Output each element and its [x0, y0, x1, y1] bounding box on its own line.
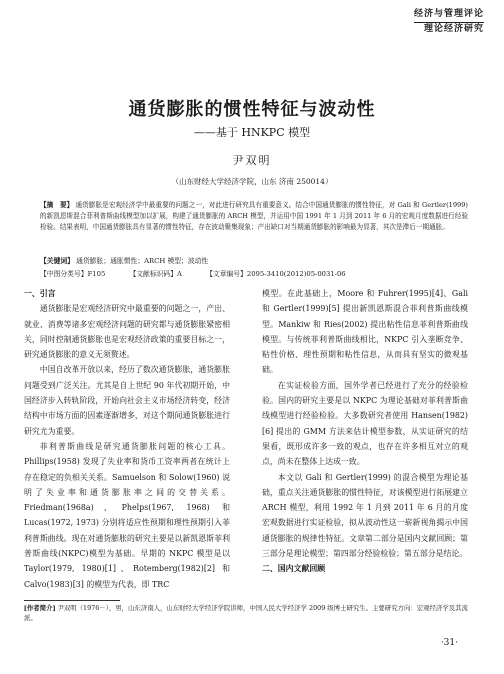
- paper-subtitle: ——基于 HNKPC 模型: [193, 126, 311, 139]
- article-number: 【文章编号】2095-3410(2012)05-0031-06: [206, 270, 346, 278]
- journal-section-tag: [414, 8, 484, 35]
- section-name: 理论经济研究: [423, 24, 484, 34]
- section-heading: 二、国内文献回顾: [262, 564, 326, 574]
- abstract: [40, 200, 468, 234]
- abstract-label: 【摘 要】: [40, 201, 74, 209]
- body-paragraph: 本文以 Gali 和 Gertler(1999) 的混合模型为理论基础，重点关注通货膨胀的惯性特征，对该模型进行拓展建立 ARCH 模型，利用 1992 年 1 月到 2011 年 6 月的月度宏观数据进行实证检验，拟从波动性这一崭新视角揭示中国通货膨胀的规律性特征。文章第二部分是国内文献回顾；第三部分是理论模型；第四部分经验检验；第五部分是结论。: [262, 472, 468, 559]
- keywords-label: 【关键词】: [40, 257, 74, 265]
- body-paragraph: 菲利普斯曲线是研究通货膨胀问题的核心工具。Phillips(1958) 发现了失业率和货币工资率两者在统计上存在稳定的负相关关系。Samuelson 和 Solow(1960) 说明了失业率和通货膨胀率之间的交替关系。Friedman(1968a)、Phelps(1967, 1968) 和 Lucas(1972, 1973) 分别将适应性预期和理性预期引入菲利普斯曲线。现在对通货膨胀的研究主要是以新凯恩斯菲利普斯曲线(NKPC)模型为基础。早期的 NKPC 模型是以 Taylor(1979, 1980)[1]、Rotemberg(1982)[2] 和 Calvo(1983)[3] 的模型为代表，即 TRC: [24, 441, 230, 589]
- author-name: 尹双明: [232, 154, 272, 167]
- section-heading: 一、引言: [24, 289, 56, 298]
- classification-line: [40, 269, 480, 280]
- body-paragraph: 通货膨胀是宏观经济研究中最重要的问题之一，产出、就业、消费等诸多宏观经济问题的研究都与通货膨胀紧密相关，同时控制通货膨胀也是宏观经济政策的重要目标之一，研究通货膨胀的意义无须赘述。: [24, 304, 230, 360]
- clc-number: 【中图分类号】F105: [40, 270, 106, 278]
- author-affiliation: （山东财经大学经济学院，山东 济南 250014）: [171, 177, 333, 186]
- footnote-rule: [24, 600, 120, 601]
- document-code: 【文献标识码】A: [129, 270, 182, 278]
- journal-name: 经济与管理评论: [413, 9, 484, 19]
- keywords: [40, 256, 468, 267]
- body-paragraph: 中国自改革开放以来，经历了数次通货膨胀，通货膨胀问题受到广泛关注。尤其是自上世纪 90 年代初期开始，中国经济步入转轨阶段，开始向社会主义市场经济转变，经济结构中市场方面的因素逐渐增多，对这个期间通货膨胀进行研究尤为重要。: [24, 365, 230, 436]
- right-column: [262, 286, 468, 577]
- keywords-text: 通货膨胀；通胀惯性；ARCH 模型；波动性: [76, 257, 209, 265]
- paper-title: 通货膨胀的惯性特征与波动性: [128, 99, 376, 120]
- footnote-text: 尹双明（1976－），男，山东济南人，山东财经大学经济学院讲师，中国人民大学经济学 2009 级博士研究生。主要研究方向：宏观经济学及其流派。: [24, 604, 468, 622]
- footnote-label: [作者简介]: [24, 604, 56, 612]
- abstract-text: 通货膨胀是宏观经济学中最重要的问题之一，对此进行研究具有重要意义。结合中国通货膨胀的惯性特征，对 Gali 和 Gertler(1999) 的新凯恩斯混合菲利普斯曲线模型加以扩展，构建了通货膨胀的 ARCH 模型，并运用中国 1991 年 1 月到 2011 年 6 月的宏观月度数据进行经验检验。结果表明，中国通货膨胀具有显著的惯性特征，存在波动聚集现象；产出缺口对当期通货膨胀的影响最为显著，其次是滞后一期通胀。: [40, 201, 468, 232]
- author-footnote: [24, 603, 480, 623]
- page-number: ·31·: [440, 638, 458, 648]
- body-paragraph: 在实证检验方面，国外学者已经进行了充分的经验检验。国内的研究主要是以 NKPC 为理论基础对菲利普斯曲线模型进行经验检验。大多数研究者使用 Hansen(1982)[6] 提出的 GMM 方法来估计模型参数，从实证研究的结果看，既形成许多一致的观点，也存在许多相互对立的观点，尚未在整体上达成一致。: [262, 380, 468, 467]
- body-paragraph: 模型。在此基础上，Moore 和 Fuhrer(1995)[4]、Gali 和 Gertler(1999)[5] 提出新凯恩斯混合菲利普斯曲线模型。Mankiw 和 Ries(2002) 提出粘性信息菲利普斯曲线模型。与传统菲利普斯曲线相比，NKPC 引入垄断竞争、粘性价格、理性预期和粘性信息，从而具有坚实的微观基础。: [262, 289, 468, 375]
- left-column: [24, 286, 230, 592]
